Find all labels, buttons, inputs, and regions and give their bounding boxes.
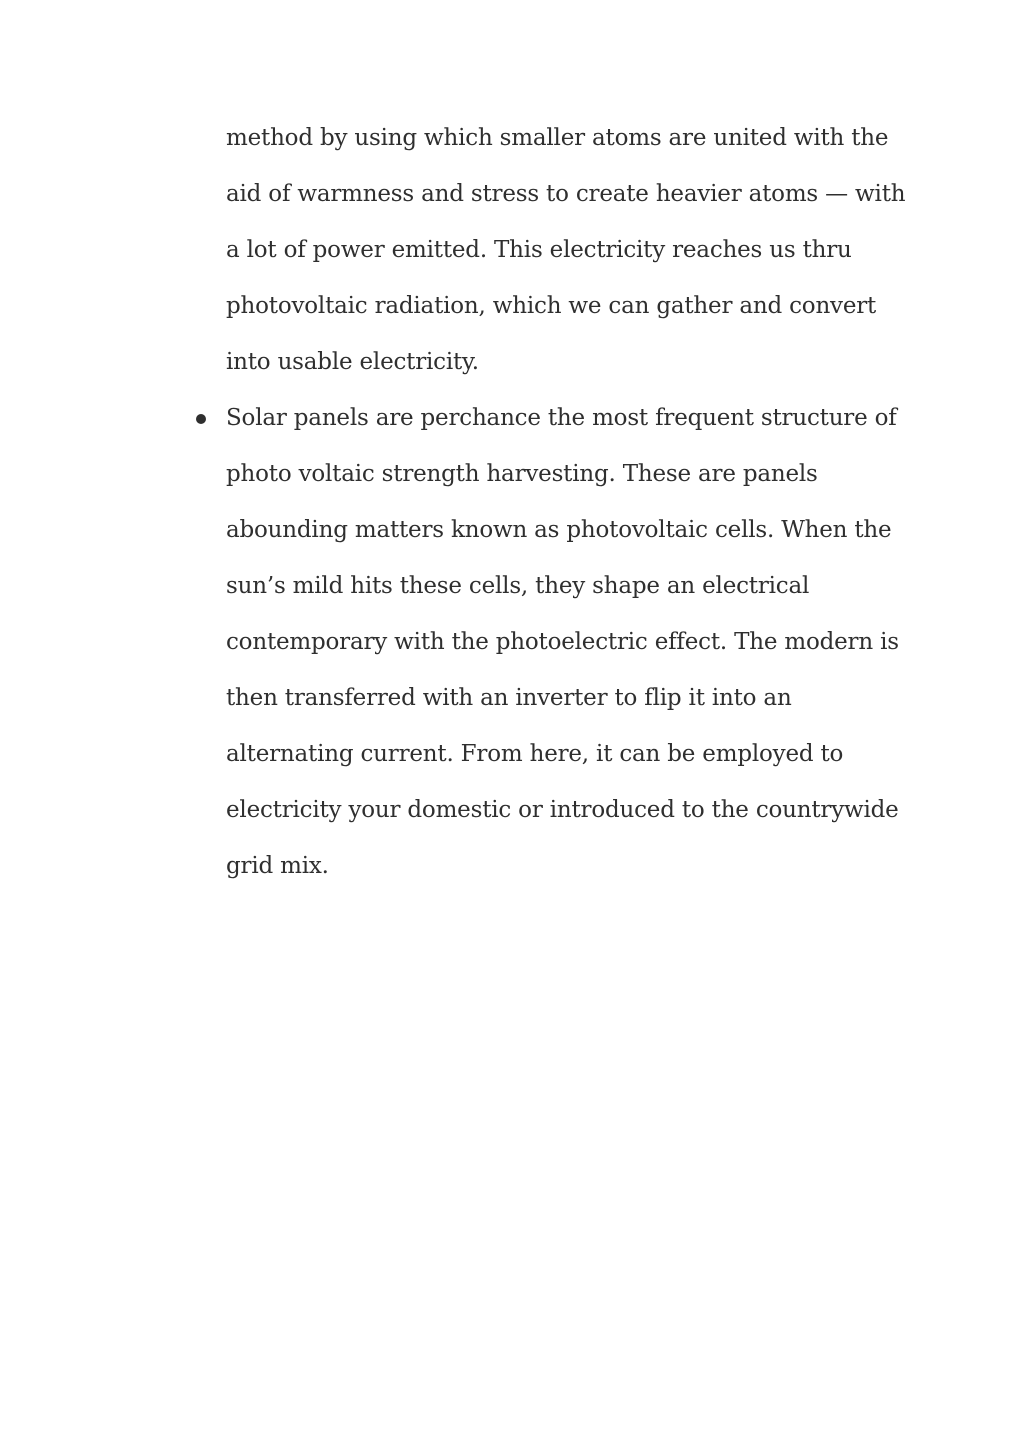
text-line: then transferred with an inverter to flip it into an: [226, 685, 792, 711]
text-line: into usable electricity.: [226, 349, 479, 375]
text-line: a lot of power emitted. This electricity reaches us thru: [226, 237, 852, 263]
text-line: abounding matters known as photovoltaic cells. When the: [226, 517, 892, 543]
text-line: grid mix.: [226, 853, 329, 879]
text-line: photo voltaic strength harvesting. These are panels: [226, 461, 818, 487]
text-line: sun’s mild hits these cells, they shape an electrical: [226, 573, 810, 599]
text-line: electricity your domestic or introduced to the countrywide: [226, 797, 899, 823]
text-line: photovoltaic radiation, which we can gather and convert: [226, 293, 877, 319]
text-line: contemporary with the photoelectric effect. The modern is: [226, 629, 899, 655]
text-line: alternating current. From here, it can be employed to: [226, 741, 844, 767]
text-line: aid of warmness and stress to create heavier atoms — with: [226, 181, 906, 207]
bullet-dot-icon: [196, 414, 206, 424]
text-line: Solar panels are perchance the most frequent structure of: [226, 405, 897, 431]
text-line: method by using which smaller atoms are united with the: [226, 125, 889, 151]
